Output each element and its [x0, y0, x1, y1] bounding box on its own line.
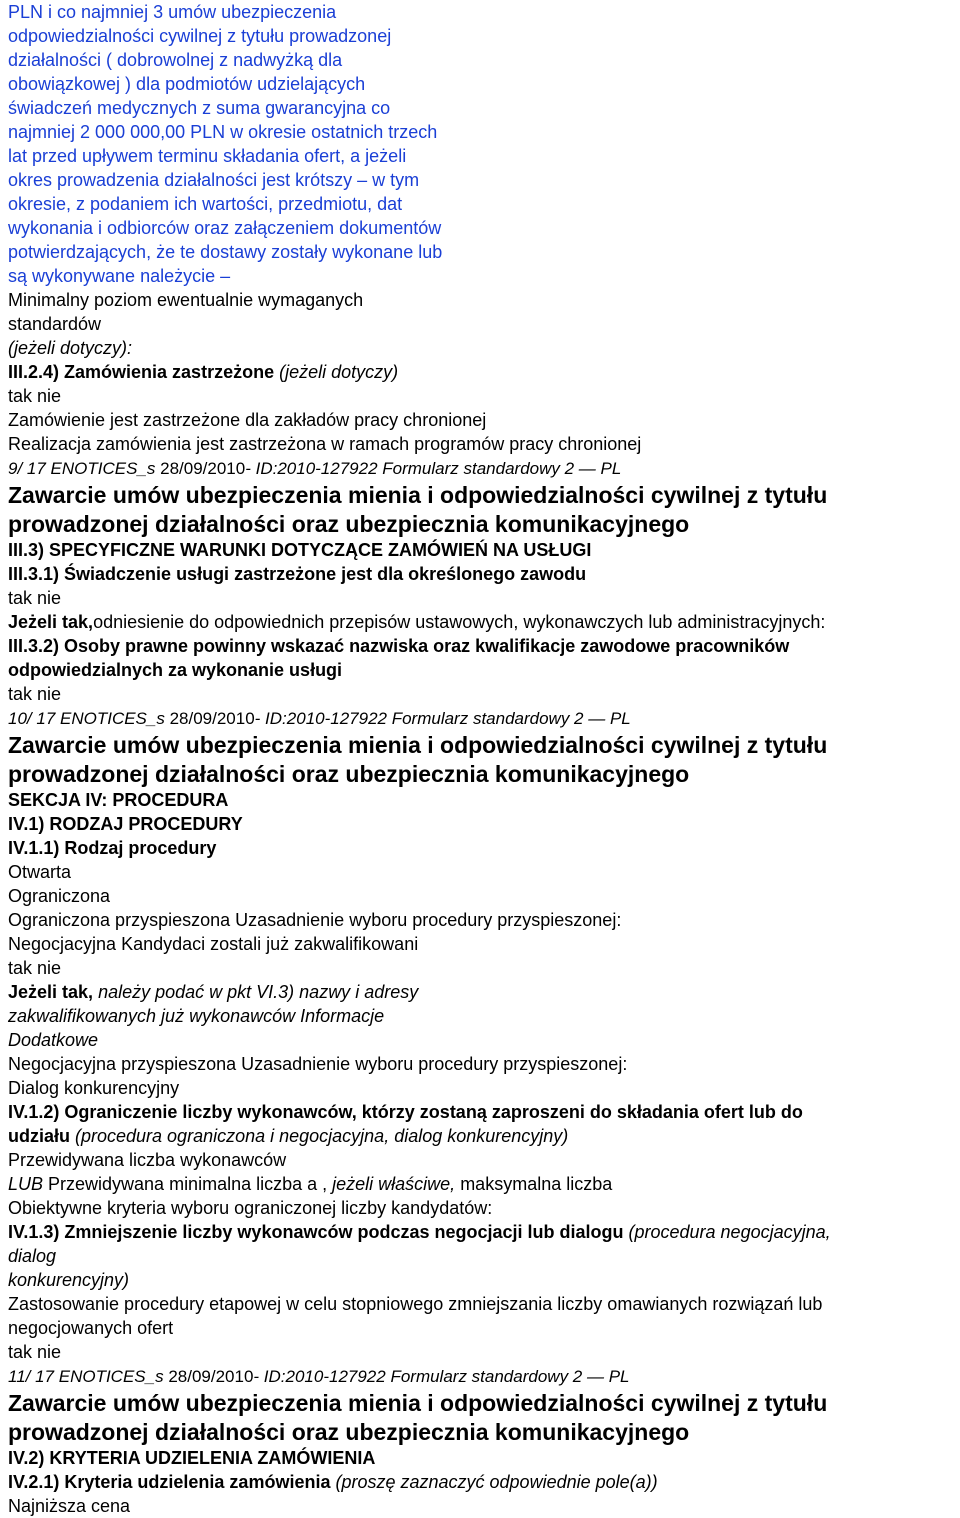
min-a: Przewidywana minimalna liczba a ,	[43, 1174, 328, 1194]
footer-page: 9/	[8, 459, 23, 478]
intro-line: okresie, z podaniem ich wartości, przedmiotu, dat	[8, 194, 403, 214]
section-heading: IV.1.1) Rodzaj procedury	[8, 838, 217, 858]
intro-line: odpowiedzialności cywilnej z tytułu prowadzonej	[8, 26, 392, 46]
section-heading: IV.2) KRYTERIA UDZIELENIA ZAMÓWIENIA	[8, 1448, 376, 1468]
section-heading	[8, 1220, 831, 1244]
min-italic: jeżeli właściwe,	[327, 1174, 456, 1194]
doc-title-line: prowadzonej działalności oraz ubezpiecznia komunikacyjnego	[8, 761, 690, 787]
section-heading: III.3) SPECYFICZNE WARUNKI DOTYCZĄCE ZAMÓWIEŃ NA USŁUGI	[8, 540, 592, 560]
doc-title-line: Zawarcie umów ubezpieczenia mienia i odpowiedzialności cywilnej z tytułu	[8, 732, 828, 758]
yes-no-choice: tak nie	[8, 588, 62, 608]
procedure-option: Otwarta	[8, 862, 72, 882]
criterion-option: Najniższa cena	[8, 1496, 131, 1516]
intro-line: są wykonywane należycie –	[8, 266, 231, 286]
procedure-option: Negocjacyjna Kandydaci zostali już zakwalifikowani	[8, 934, 419, 954]
body-line: zakwalifikowanych już wykonawców Informacje	[8, 1006, 385, 1026]
footer-rest: 17 ENOTICES_s	[22, 459, 161, 478]
body-line	[8, 1172, 612, 1196]
intro-line: świadczeń medycznych z suma gwarancyjna co	[8, 98, 391, 118]
footer-tail: - ID:2010-127922 Formularz standardowy 2 — PL	[253, 1367, 630, 1386]
body-line: dialog	[8, 1246, 57, 1266]
intro-line: najmniej 2 000 000,00 PLN w okresie ostatnich trzech	[8, 122, 438, 142]
body-line	[8, 610, 825, 634]
footer-tail: - ID:2010-127922 Formularz standardowy 2 — PL	[245, 459, 622, 478]
doc-title-line: Zawarcie umów ubezpieczenia mienia i odpowiedzialności cywilnej z tytułu	[8, 1390, 828, 1416]
intro-line: obowiązkowej ) dla podmiotów udzielających	[8, 74, 366, 94]
footer-page: 11/	[8, 1367, 31, 1386]
heading-italic: (procedura ograniczona i negocjacyjna, dialog konkurencyjny)	[70, 1126, 569, 1146]
intro-line: potwierdzających, że te dostawy zostały wykonane lub	[8, 242, 443, 262]
heading-bold: IV.2.1) Kryteria udzielenia zamówienia	[8, 1472, 331, 1492]
footer-rest: 17 ENOTICES_s	[30, 1367, 169, 1386]
min-level-line: (jeżeli dotyczy):	[8, 338, 133, 358]
footer-rest: 17 ENOTICES_s	[31, 709, 170, 728]
yes-no-choice: tak nie	[8, 684, 62, 704]
heading-italic: (jeżeli dotyczy)	[274, 362, 399, 382]
doc-title-line: Zawarcie umów ubezpieczenia mienia i odpowiedzialności cywilnej z tytułu	[8, 482, 828, 508]
body-line: Zamówienie jest zastrzeżone dla zakładów pracy chronionej	[8, 410, 487, 430]
doc-title-line: prowadzonej działalności oraz ubezpiecznia komunikacyjnego	[8, 511, 690, 537]
section-heading: III.3.1) Świadczenie usługi zastrzeżone jest dla określonego zawodu	[8, 564, 587, 584]
body-line: Realizacja zamówienia jest zastrzeżona w ramach programów pracy chronionej	[8, 434, 642, 454]
intro-line: lat przed upływem terminu składania ofert, a jeżeli	[8, 146, 407, 166]
body-line: Obiektywne kryteria wyboru ograniczonej liczby kandydatów:	[8, 1198, 493, 1218]
heading-italic: (procedura negocjacyjna,	[623, 1222, 831, 1242]
footer-date: 28/09/2010	[160, 459, 246, 478]
footer-tail: - ID:2010-127922 Formularz standardowy 2 — PL	[254, 709, 631, 728]
body-line	[8, 980, 418, 1004]
intro-line: PLN i co najmniej 3 umów ubezpieczenia	[8, 2, 337, 22]
body-line: Dodatkowe	[8, 1030, 99, 1050]
page-footer	[8, 1365, 629, 1389]
intro-line: wykonania i odbiorców oraz załączeniem dokumentów	[8, 218, 442, 238]
section-heading: odpowiedzialnych za wykonanie usługi	[8, 660, 343, 680]
page-footer	[8, 457, 621, 481]
yes-no-choice: tak nie	[8, 1342, 62, 1362]
body-line: Zastosowanie procedury etapowej w celu stopniowego zmniejszania liczby omawianych rozwiązań lub	[8, 1294, 823, 1314]
min-level-line: standardów	[8, 314, 102, 334]
procedure-option: Ograniczona	[8, 886, 111, 906]
if-yes-bold: Jeżeli tak,	[8, 612, 94, 632]
heading-bold: IV.1.3) Zmniejszenie liczby wykonawców podczas negocjacji lub dialogu	[8, 1222, 624, 1242]
yes-no-choice: tak nie	[8, 386, 62, 406]
body-line: Przewidywana liczba wykonawców	[8, 1150, 287, 1170]
footer-date: 28/09/2010	[168, 1367, 254, 1386]
yes-no-choice: tak nie	[8, 958, 62, 978]
heading-italic: (proszę zaznaczyć odpowiednie pole(a))	[330, 1472, 658, 1492]
section-heading	[8, 360, 398, 384]
section-heading: SEKCJA IV: PROCEDURA	[8, 790, 229, 810]
procedure-option: Negocjacyjna przyspieszona Uzasadnienie wyboru procedury przyspieszonej:	[8, 1054, 628, 1074]
intro-line: działalności ( dobrowolnej z nadwyżką dla	[8, 50, 343, 70]
or-italic: LUB	[8, 1174, 44, 1194]
section-heading	[8, 1124, 568, 1148]
section-heading	[8, 1470, 658, 1494]
if-yes-italic: należy podać w pkt VI.3) nazwy i adresy	[93, 982, 419, 1002]
min-b: maksymalna liczba	[455, 1174, 613, 1194]
body-line: konkurencyjny)	[8, 1270, 130, 1290]
footer-page: 10/	[8, 709, 32, 728]
footer-date: 28/09/2010	[169, 709, 255, 728]
if-yes-text: odniesienie do odpowiednich przepisów ustawowych, wykonawczych lub administracyjnych:	[93, 612, 826, 632]
procedure-option: Dialog konkurencyjny	[8, 1078, 180, 1098]
heading-bold: udziału	[8, 1126, 70, 1146]
page-footer	[8, 707, 631, 731]
section-heading: IV.1.2) Ograniczenie liczby wykonawców, którzy zostaną zaproszeni do składania ofert lub do	[8, 1102, 803, 1122]
procedure-option: Ograniczona przyspieszona Uzasadnienie wyboru procedury przyspieszonej:	[8, 910, 622, 930]
section-heading: IV.1) RODZAJ PROCEDURY	[8, 814, 243, 834]
if-yes-bold: Jeżeli tak,	[8, 982, 94, 1002]
doc-title-line: prowadzonej działalności oraz ubezpiecznia komunikacyjnego	[8, 1419, 690, 1445]
intro-line: okres prowadzenia działalności jest krótszy – w tym	[8, 170, 420, 190]
section-heading: III.3.2) Osoby prawne powinny wskazać nazwiska oraz kwalifikacje zawodowe pracowników	[8, 636, 790, 656]
heading-bold: III.2.4) Zamówienia zastrzeżone	[8, 362, 275, 382]
min-level-line: Minimalny poziom ewentualnie wymaganych	[8, 290, 364, 310]
body-line: negocjowanych ofert	[8, 1318, 174, 1338]
